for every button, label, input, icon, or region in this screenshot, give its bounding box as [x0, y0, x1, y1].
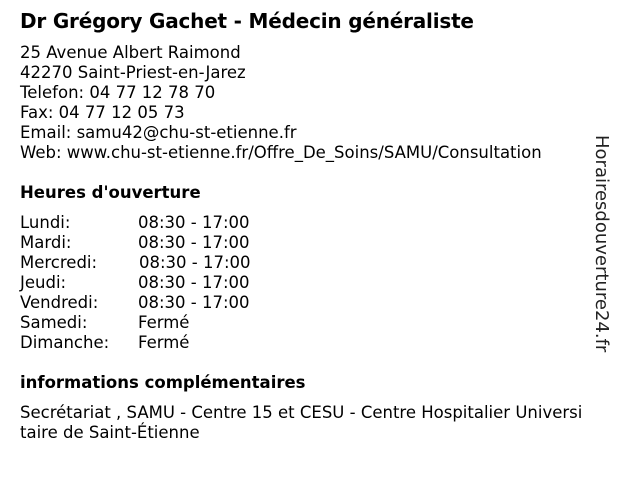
hours-friday: 08:30 - 17:00 — [138, 293, 250, 312]
address-city: 42270 Saint-Priest-en-Jarez — [20, 63, 246, 82]
opening-hours-heading: Heures d'ouverture — [20, 183, 201, 202]
page-title: Dr Grégory Gachet - Médecin généraliste — [20, 9, 474, 33]
hours-saturday: Fermé — [138, 313, 190, 332]
day-label-monday: Lundi: — [20, 213, 71, 232]
hours-sunday: Fermé — [138, 333, 190, 352]
additional-info-line-1: Secrétariat , SAMU - Centre 15 et CESU - Centre Hospitalier Universi — [20, 403, 583, 422]
phone-line: Telefon: 04 77 12 78 70 — [20, 83, 216, 102]
hours-thursday: 08:30 - 17:00 — [138, 273, 250, 292]
hours-monday: 08:30 - 17:00 — [138, 213, 250, 232]
site-watermark: Horairesdouverture24.fr — [591, 135, 612, 353]
email-line: Email: samu42@chu-st-etienne.fr — [20, 123, 297, 142]
day-label-tuesday: Mardi: — [20, 233, 72, 252]
fax-line: Fax: 04 77 12 05 73 — [20, 103, 185, 122]
day-label-thursday: Jeudi: — [20, 273, 67, 292]
day-label-saturday: Samedi: — [20, 313, 88, 332]
additional-info-line-2: taire de Saint-Étienne — [20, 423, 200, 442]
day-label-friday: Vendredi: — [20, 293, 99, 312]
address-street: 25 Avenue Albert Raimond — [20, 43, 241, 62]
day-label-wednesday: Mercredi: — [20, 253, 98, 272]
hours-wednesday: 08:30 - 17:00 — [139, 253, 251, 272]
additional-info-heading: informations complémentaires — [20, 373, 306, 392]
day-label-sunday: Dimanche: — [20, 333, 110, 352]
hours-tuesday: 08:30 - 17:00 — [138, 233, 250, 252]
web-line: Web: www.chu-st-etienne.fr/Offre_De_Soins/SAMU/Consultation — [20, 143, 542, 162]
